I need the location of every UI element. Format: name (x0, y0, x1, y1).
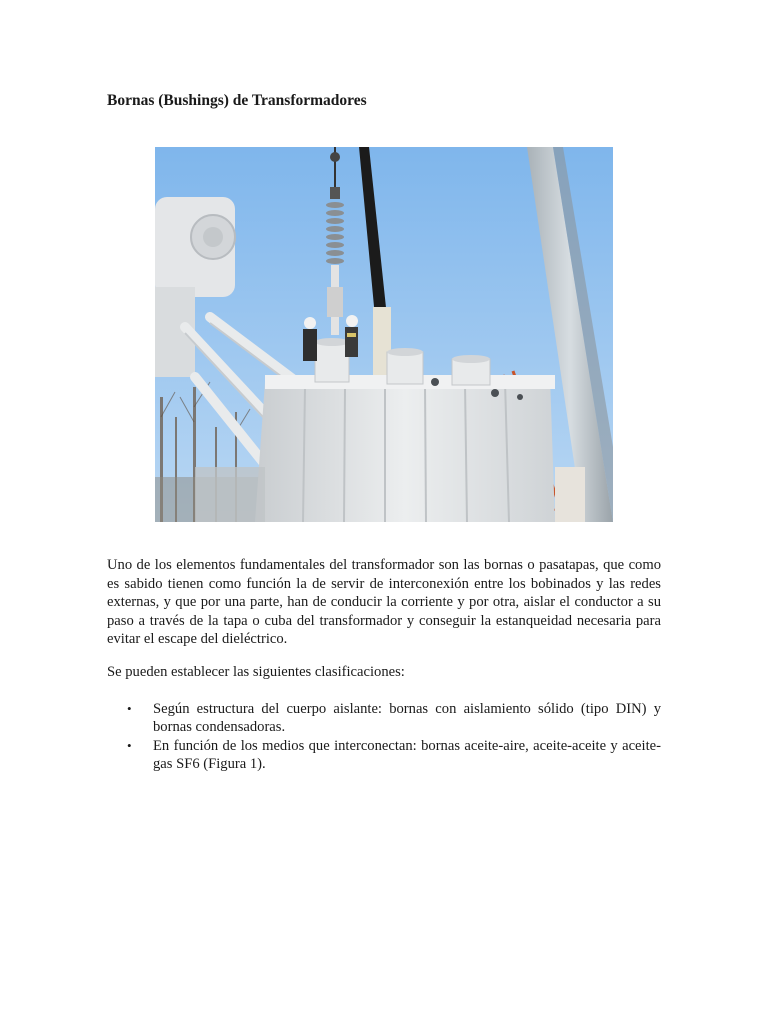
list-item-text: En función de los medios que interconectan: bornas aceite-aire, aceite-aceite y aceite-gas SF6 (Figura 1). (153, 737, 661, 773)
classification-intro: Se pueden establecer las siguientes clasificaciones: (107, 664, 405, 680)
transformer-photo (155, 147, 613, 522)
list-item (107, 737, 661, 774)
document-title: Bornas (Bushings) de Transformadores (107, 92, 367, 109)
bullet-icon: • (127, 701, 132, 716)
intro-paragraph: Uno de los elementos fundamentales del transformador son las bornas o pasatapas, que como es sabido tienen como función la de servir de interconexión entre los bobinados y las redes externas, y que por una parte, han de conducir la corriente y por otra, aislar el conductor a su paso a través de la tapa o cuba del transformador y conseguir la estanqueidad necesaria para evitar el escape del dieléctrico. (107, 557, 661, 648)
list-item-text: Según estructura del cuerpo aislante: bornas con aislamiento sólido (tipo DIN) y bornas condensadoras. (153, 701, 661, 736)
list-item (107, 700, 661, 737)
classification-list (107, 700, 661, 774)
bullet-icon: • (127, 737, 132, 753)
